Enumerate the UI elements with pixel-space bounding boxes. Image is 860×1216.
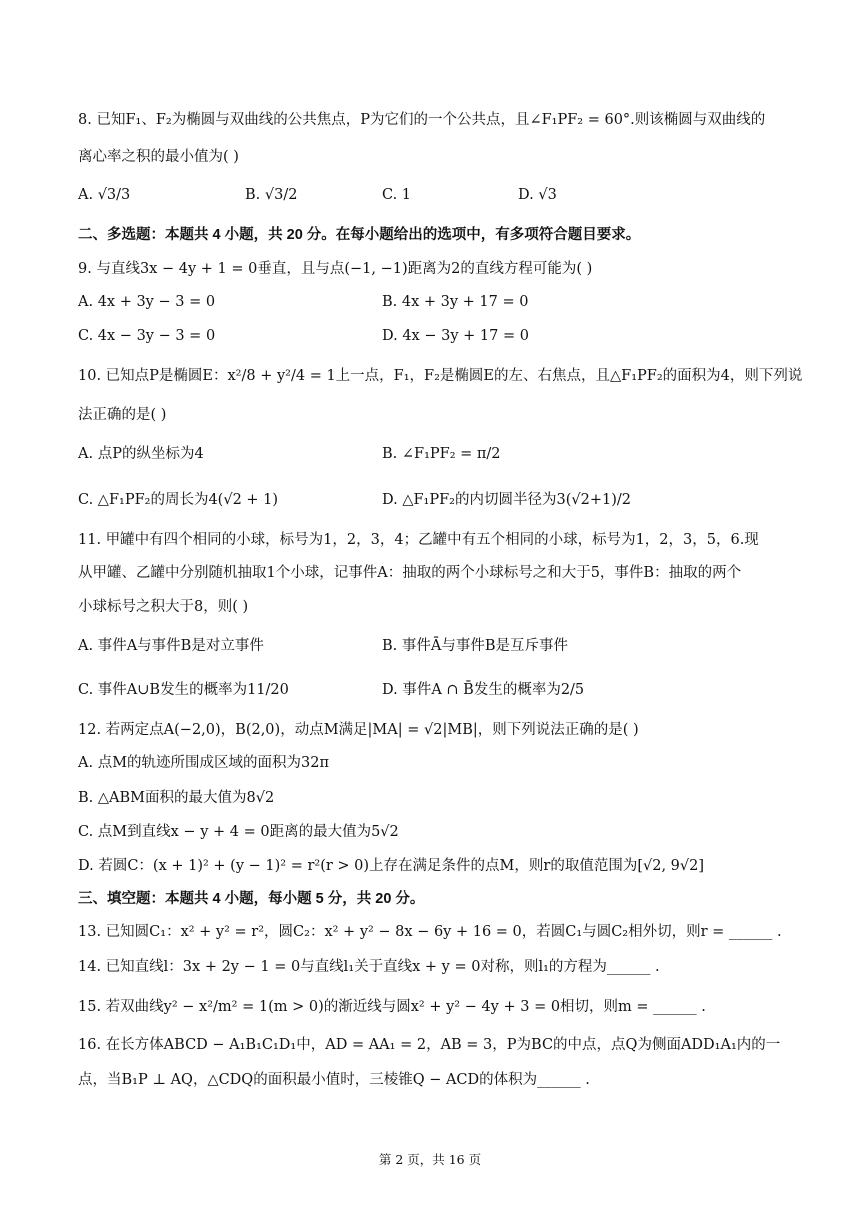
q8-option-b: B. √3/2 [245,187,298,203]
q9-option-a: A. 4x + 3y − 3 = 0 [78,294,216,310]
q12-option-b: B. △ABM面积的最大值为8√2 [78,790,275,806]
q12-option-a: A. 点M的轨迹所围成区域的面积为32π [78,755,330,771]
q8-option-a: A. √3/3 [78,187,131,203]
q11-stem-line3: 小球标号之积大于8，则( ) [78,599,249,615]
q10-option-c: C. △F₁PF₂的周长为4(√2 + 1) [78,492,279,508]
q8-stem-line1: 8. 已知F₁、F₂为椭圆与双曲线的公共焦点，P为它们的一个公共点，且∠F₁PF₂ = 60°.则该椭圆与双曲线的 [78,112,766,128]
q16-stem-line2: 点，当B₁P ⊥ AQ，△CDQ的面积最小值时，三棱锥Q − ACD的体积为______ . [78,1072,590,1088]
q10-option-b: B. ∠F₁PF₂ = π/2 [382,446,501,462]
q12-option-d: D. 若圆C：(x + 1)² + (y − 1)² = r²(r > 0)上存在满足条件的点M，则r的取值范围为[√2, 9√2] [78,858,705,874]
q9-option-d: D. 4x − 3y + 17 = 0 [382,328,529,344]
q11-option-b: B. 事件Ā与事件B是互斥事件 [382,638,568,654]
q13-stem: 13. 已知圆C₁：x² + y² = r²，圆C₂：x² + y² − 8x − 6y + 16 = 0，若圆C₁与圆C₂相外切，则r = ______ . [78,924,782,940]
q14-stem: 14. 已知直线l：3x + 2y − 1 = 0与直线l₁关于直线x + y = 0对称，则l₁的方程为______ . [78,959,660,975]
q9-option-c: C. 4x − 3y − 3 = 0 [78,328,216,344]
q11-stem-line1: 11. 甲罐中有四个相同的小球，标号为1，2，3，4；乙罐中有五个相同的小球，标号为1，2，3，5，6.现 [78,532,759,548]
section2-heading: 二、多选题：本题共 4 小题，共 20 分。在每小题给出的选项中，有多项符合题目要求。 [78,227,641,243]
q10-stem-line2: 法正确的是( ) [78,407,167,423]
q12-stem: 12. 若两定点A(−2,0)，B(2,0)，动点M满足|MA| = √2|MB|，则下列说法正确的是( ) [78,722,639,738]
q8-stem-line2: 离心率之积的最小值为( ) [78,149,239,165]
q9-option-b: B. 4x + 3y + 17 = 0 [382,294,529,310]
q15-stem: 15. 若双曲线y² − x²/m² = 1(m > 0)的渐近线与圆x² + y² − 4y + 3 = 0相切，则m = ______ . [78,999,706,1015]
q12-option-c: C. 点M到直线x − y + 4 = 0距离的最大值为5√2 [78,824,399,840]
q11-option-d: D. 事件A ∩ B̄发生的概率为2/5 [382,682,585,698]
q11-stem-line2: 从甲罐、乙罐中分别随机抽取1个小球，记事件A：抽取的两个小球标号之和大于5，事件B：抽取的两个 [78,565,742,581]
q10-stem-line1: 10. 已知点P是椭圆E：x²/8 + y²/4 = 1上一点，F₁，F₂是椭圆E的左、右焦点，且△F₁PF₂的面积为4，则下列说 [78,368,803,384]
q16-stem-line1: 16. 在长方体ABCD − A₁B₁C₁D₁中，AD = AA₁ = 2，AB = 3，P为BC的中点，点Q为侧面ADD₁A₁内的一 [78,1037,781,1053]
q11-option-a: A. 事件A与事件B是对立事件 [78,638,264,654]
q8-option-d: D. √3 [518,187,557,203]
q9-stem: 9. 与直线3x − 4y + 1 = 0垂直，且与点(−1, −1)距离为2的直线方程可能为( ) [78,261,593,277]
page-footer: 第 2 页，共 16 页 [378,1152,482,1167]
q10-option-a: A. 点P的纵坐标为4 [78,446,204,462]
q10-option-d: D. △F₁PF₂的内切圆半径为3(√2+1)/2 [382,492,631,508]
q8-option-c: C. 1 [382,187,412,203]
q11-option-c: C. 事件A∪B发生的概率为11/20 [78,682,289,698]
section3-heading: 三、填空题：本题共 4 小题，每小题 5 分，共 20 分。 [78,891,425,907]
